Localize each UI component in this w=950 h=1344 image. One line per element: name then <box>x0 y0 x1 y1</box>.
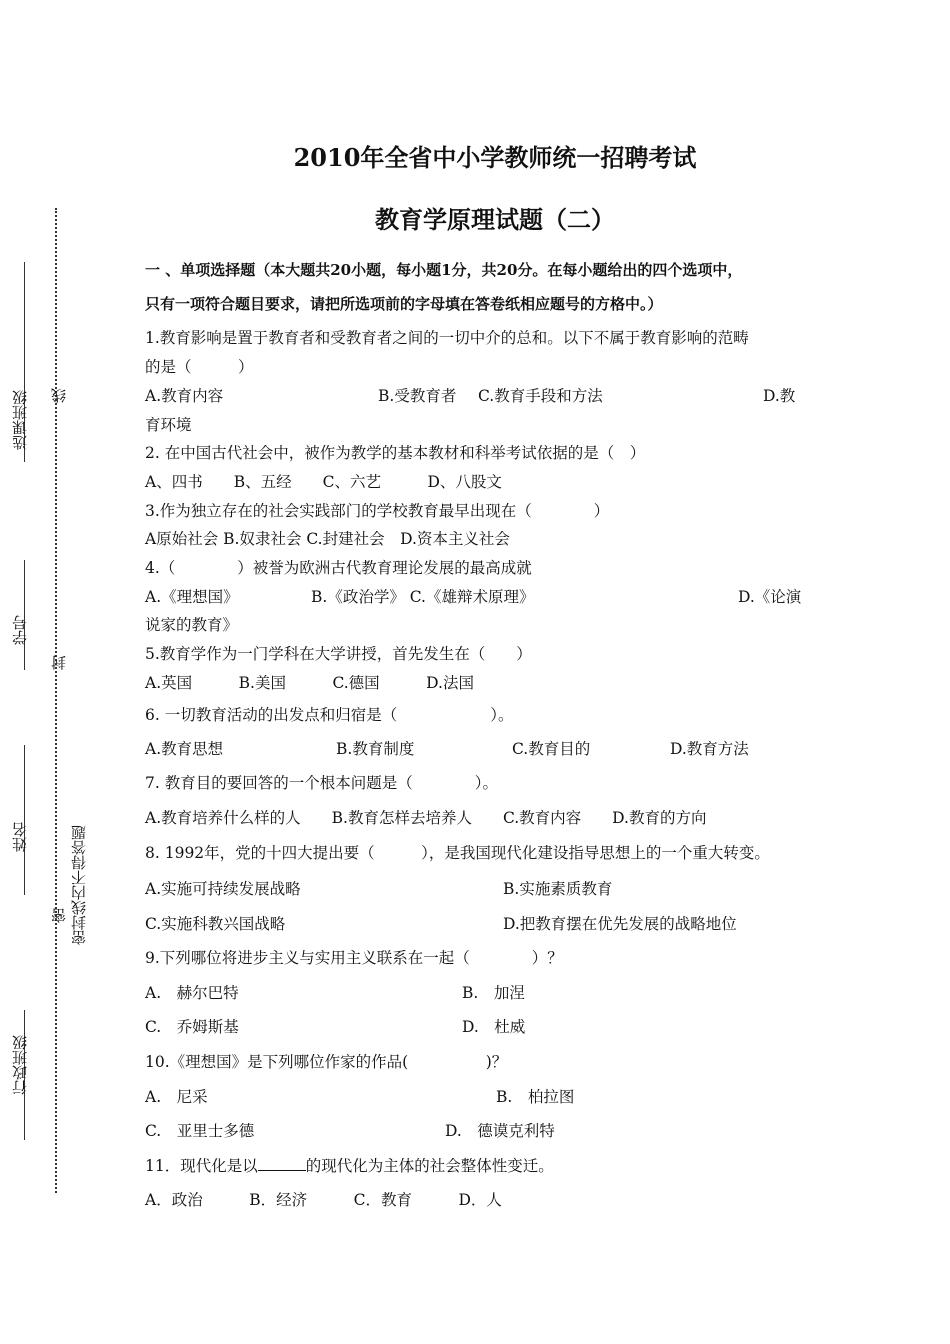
q11-stem-end: 的现代化为主体的社会整体性变迁。 <box>305 1157 554 1175</box>
q8-stem: 8. 1992年，党的十四大提出要（ ），是我国现代化建设指导思想上的一个重大转变。 <box>145 844 770 862</box>
q10-option-d: D. 德谟克利特 <box>445 1122 555 1140</box>
q6-option-c: C.教育目的 <box>512 740 591 758</box>
q6-option-b: B.教育制度 <box>336 740 415 758</box>
q4-stem: 4.（ ）被誉为欧洲古代教育理论发展的最高成就 <box>145 559 532 577</box>
label-course-class: 选课班级 <box>11 390 29 450</box>
q1-option-d: D.教 <box>763 387 796 405</box>
q10-option-b: B. 柏拉图 <box>496 1088 575 1106</box>
q2-options: A、四书 B、五经 C、六艺 D、八股文 <box>145 473 502 491</box>
seal-char-seal: 封 <box>50 655 68 670</box>
q6-option-a: A.教育思想 <box>145 740 224 758</box>
q9-option-a: A. 赫尔巴特 <box>145 984 239 1002</box>
q5-stem: 5.教育学作为一门学科在大学讲授，首先发生在（ ） <box>145 645 532 663</box>
exam-subtitle: 教育学原理试题（二） <box>375 205 615 234</box>
q4-option-d: D.《论演 <box>738 588 802 606</box>
label-student-id: 学号 <box>11 615 29 645</box>
q3-options: A原始社会 B.奴隶社会 C.封建社会 D.资本主义社会 <box>145 530 510 548</box>
q1-option-c: C.教育手段和方法 <box>478 387 603 405</box>
q1-option-a: A.教育内容 <box>145 387 224 405</box>
q5-options: A.英国 B.美国 C.德国 D.法国 <box>145 674 474 692</box>
q6-option-d: D.教育方法 <box>670 740 749 758</box>
q8-option-c: C.实施科教兴国战略 <box>145 915 286 933</box>
seal-char-secret: 密 <box>50 908 68 923</box>
q11-stem <box>145 1154 554 1176</box>
q11-blank <box>258 1156 306 1171</box>
name-underline <box>24 745 25 895</box>
q10-stem: 10.《理想国》是下列哪位作家的作品( )？ <box>145 1053 508 1071</box>
q1-option-d-wrap: 育环境 <box>145 416 192 434</box>
q7-stem: 7. 教育目的要回答的一个根本问题是（ ）。 <box>145 774 498 792</box>
seal-note: 密封线内不得答题 <box>70 825 88 945</box>
q9-option-b: B. 加涅 <box>462 984 525 1002</box>
seal-char-line: 线 <box>50 388 68 403</box>
q8-option-d: D.把教育摆在优先发展的战略地位 <box>503 915 737 933</box>
label-name: 姓名 <box>11 822 29 852</box>
exam-title: 2010年全省中小学教师统一招聘考试 <box>293 143 697 172</box>
q8-option-a: A.实施可持续发展战略 <box>145 880 301 898</box>
q4-option-bc: B.《政治学》 C.《雄辩术原理》 <box>311 588 535 606</box>
section-instructions-1: 一 、单项选择题（本大题共20小题，每小题1分，共20分。在每小题给出的四个选项中， <box>145 261 743 279</box>
q4-option-d-wrap: 说家的教育》 <box>145 616 239 634</box>
q1-stem-2: 的是（ ） <box>145 358 254 376</box>
q7-options: A.教育培养什么样的人 B.教育怎样去培养人 C.教育内容 D.教育的方向 <box>145 809 707 827</box>
seal-dotted-line <box>55 208 57 1193</box>
q9-option-d: D. 杜威 <box>462 1018 526 1036</box>
q6-stem: 6. 一切教育活动的出发点和归宿是（ ）。 <box>145 706 514 724</box>
q1-stem-1: 1.教育影响是置于教育者和受教育者之间的一切中介的总和。以下不属于教育影响的范畴 <box>145 329 749 347</box>
q9-stem: 9.下列哪位将进步主义与实用主义联系在一起（ ）？ <box>145 949 563 967</box>
q10-option-c: C. 亚里士多德 <box>145 1122 255 1140</box>
q11-options: A．政治 B．经济 C．教育 D．人 <box>145 1191 502 1209</box>
q3-stem: 3.作为独立存在的社会实践部门的学校教育最早出现在（ ） <box>145 502 610 520</box>
q8-option-b: B.实施素质教育 <box>503 880 613 898</box>
q9-option-c: C. 乔姆斯基 <box>145 1018 239 1036</box>
label-admin-class: 行政班级 <box>11 1035 29 1095</box>
q10-option-a: A. 尼采 <box>145 1088 208 1106</box>
q1-option-b: B.受教育者 <box>378 387 457 405</box>
q2-stem: 2. 在中国古代社会中，被作为教学的基本教材和科举考试依据的是（ ） <box>145 444 646 462</box>
q11-stem-start: 11．现代化是以 <box>145 1157 258 1175</box>
section-instructions-2: 只有一项符合题目要求，请把所选项前的字母填在答卷纸相应题号的方格中。） <box>145 295 663 313</box>
q4-option-a: A.《理想国》 <box>145 588 239 606</box>
